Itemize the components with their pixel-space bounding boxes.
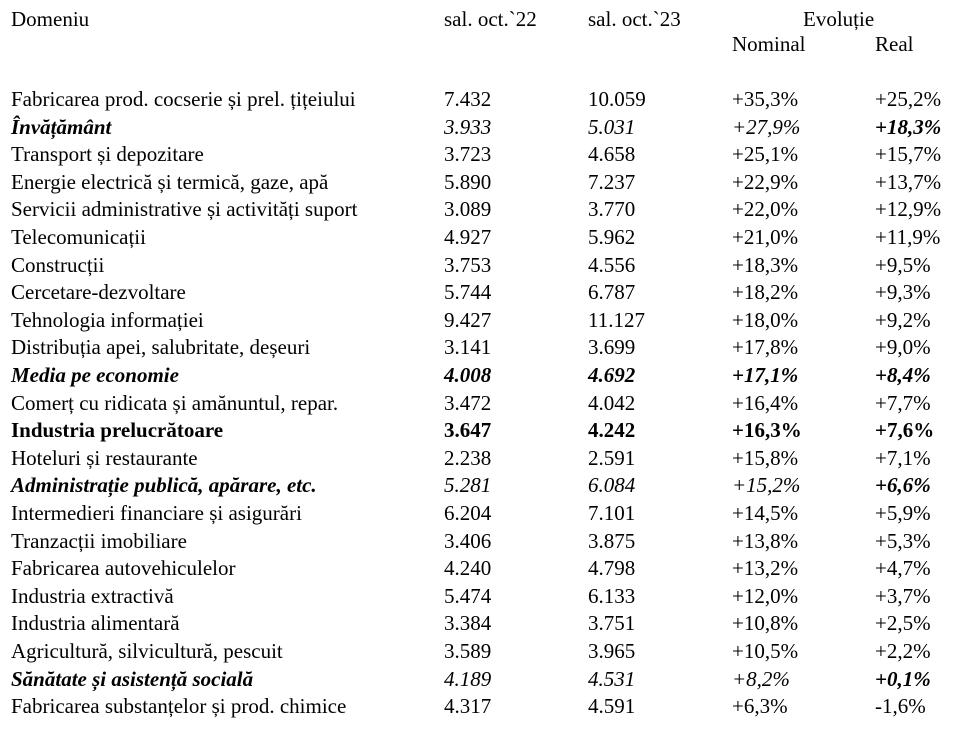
salary-2023-cell: 5.031 bbox=[588, 114, 636, 139]
salary-2022-cell: 3.141 bbox=[444, 335, 492, 360]
salary-2022-cell: 3.472 bbox=[444, 390, 492, 415]
salary-2023-cell: 3.875 bbox=[588, 528, 636, 553]
domain-cell: Cercetare-dezvoltare bbox=[11, 280, 186, 305]
salary-2023-cell: 3.699 bbox=[588, 335, 636, 360]
salary-2023-cell: 6.787 bbox=[588, 280, 636, 305]
real-cell: +7,7% bbox=[875, 390, 931, 415]
salary-2022-cell: 4.008 bbox=[444, 363, 492, 387]
salary-2023-cell: 3.751 bbox=[588, 611, 636, 636]
real-cell: +0,1% bbox=[875, 666, 931, 691]
table-row bbox=[0, 86, 969, 114]
domain-cell: Distribuția apei, salubritate, deșeuri bbox=[11, 335, 311, 360]
salary-2022-cell: 4.189 bbox=[444, 666, 492, 691]
table-row bbox=[0, 362, 969, 390]
table-row bbox=[0, 141, 969, 169]
real-cell: +18,3% bbox=[875, 114, 942, 139]
real-cell: +9,3% bbox=[875, 280, 931, 305]
domain-cell: Fabricarea prod. cocserie și prel. țițeiului bbox=[11, 87, 356, 111]
nominal-cell: +10,5% bbox=[732, 639, 799, 663]
header-domain: Domeniu bbox=[11, 7, 90, 31]
table-row bbox=[0, 169, 969, 197]
nominal-cell: +17,1% bbox=[732, 363, 799, 387]
domain-cell: Media pe economie bbox=[11, 363, 179, 387]
domain-cell: Intermedieri financiare și asigurări bbox=[11, 501, 302, 525]
real-cell: +15,7% bbox=[875, 142, 942, 167]
nominal-cell: +14,5% bbox=[732, 501, 799, 525]
salary-2022-cell: 3.384 bbox=[444, 611, 492, 636]
nominal-cell: +18,2% bbox=[732, 280, 799, 305]
salary-2022-cell: 5.474 bbox=[444, 583, 492, 608]
salary-2022-cell: 3.089 bbox=[444, 197, 492, 222]
domain-cell: Învățământ bbox=[11, 114, 112, 139]
salary-2022-cell: 3.647 bbox=[444, 418, 492, 443]
domain-cell: Agricultură, silvicultură, pescuit bbox=[11, 639, 283, 663]
domain-cell: Industria prelucrătoare bbox=[11, 418, 224, 443]
salary-2023-cell: 7.101 bbox=[588, 501, 636, 525]
header-sal-oct-22: sal. oct.`22 bbox=[444, 7, 537, 31]
nominal-cell: +21,0% bbox=[732, 225, 799, 249]
salary-2023-cell: 4.531 bbox=[588, 666, 636, 691]
salary-2022-cell: 5.890 bbox=[444, 169, 492, 194]
table-row bbox=[0, 114, 969, 142]
table-row bbox=[0, 307, 969, 335]
salary-2022-cell: 5.744 bbox=[444, 280, 492, 305]
domain-cell: Fabricarea autovehiculelor bbox=[11, 556, 236, 581]
salary-2023-cell: 4.692 bbox=[588, 363, 636, 387]
real-cell: +3,7% bbox=[875, 583, 931, 608]
nominal-cell: +12,0% bbox=[732, 583, 799, 608]
salary-2023-cell: 3.965 bbox=[588, 639, 636, 663]
nominal-cell: +18,3% bbox=[732, 252, 799, 277]
salary-2022-cell: 3.589 bbox=[444, 639, 492, 663]
domain-cell: Hoteluri și restaurante bbox=[11, 445, 198, 470]
real-cell: +4,7% bbox=[875, 556, 931, 581]
nominal-cell: +22,0% bbox=[732, 197, 799, 222]
salary-2023-cell: 4.798 bbox=[588, 556, 636, 581]
table-row bbox=[0, 500, 969, 528]
table-row bbox=[0, 334, 969, 362]
real-cell: +2,5% bbox=[875, 611, 931, 636]
nominal-cell: +10,8% bbox=[732, 611, 799, 636]
salary-2023-cell: 11.127 bbox=[588, 307, 645, 332]
table-row bbox=[0, 224, 969, 252]
domain-cell: Transport și depozitare bbox=[11, 142, 204, 167]
nominal-cell: +13,2% bbox=[732, 556, 799, 581]
domain-cell: Construcții bbox=[11, 252, 105, 277]
domain-cell: Energie electrică și termică, gaze, apă bbox=[11, 169, 329, 194]
real-cell: +8,4% bbox=[875, 363, 931, 387]
real-cell: +7,6% bbox=[875, 418, 935, 443]
nominal-cell: +25,1% bbox=[732, 142, 799, 167]
real-cell: +9,5% bbox=[875, 252, 931, 277]
real-cell: +25,2% bbox=[875, 87, 942, 111]
salary-2022-cell: 3.753 bbox=[444, 252, 492, 277]
nominal-cell: +8,2% bbox=[732, 666, 790, 691]
domain-cell: Sănătate și asistență socială bbox=[11, 666, 254, 691]
nominal-cell: +18,0% bbox=[732, 307, 799, 332]
salary-2022-cell: 9.427 bbox=[444, 307, 492, 332]
salary-2023-cell: 3.770 bbox=[588, 197, 636, 222]
real-cell: +5,9% bbox=[875, 501, 931, 525]
table-row bbox=[0, 693, 969, 721]
table-row bbox=[0, 445, 969, 473]
domain-cell: Industria extractivă bbox=[11, 583, 174, 608]
real-cell: +9,2% bbox=[875, 307, 931, 332]
real-cell: +11,9% bbox=[875, 225, 941, 249]
nominal-cell: +17,8% bbox=[732, 335, 799, 360]
table-row bbox=[0, 583, 969, 611]
real-cell: +12,9% bbox=[875, 197, 942, 222]
salary-2023-cell: 6.084 bbox=[588, 473, 636, 498]
salary-2022-cell: 3.723 bbox=[444, 142, 492, 167]
nominal-cell: +13,8% bbox=[732, 528, 799, 553]
salary-2022-cell: 6.204 bbox=[444, 501, 492, 525]
salary-2023-cell: 6.133 bbox=[588, 583, 636, 608]
real-cell: +7,1% bbox=[875, 445, 931, 470]
salary-2023-cell: 4.591 bbox=[588, 694, 636, 719]
table-row bbox=[0, 417, 969, 445]
salary-2023-cell: 4.556 bbox=[588, 252, 636, 277]
salary-2023-cell: 4.242 bbox=[588, 418, 636, 443]
nominal-cell: +35,3% bbox=[732, 87, 799, 111]
real-cell: +2,2% bbox=[875, 639, 931, 663]
header-sal-oct-23: sal. oct.`23 bbox=[588, 7, 681, 31]
domain-cell: Fabricarea substanțelor și prod. chimice bbox=[11, 694, 347, 719]
header-real: Real bbox=[875, 32, 914, 56]
table-row bbox=[0, 638, 969, 666]
domain-cell: Tehnologia informației bbox=[11, 307, 204, 332]
nominal-cell: +6,3% bbox=[732, 694, 788, 719]
salary-2022-cell: 2.238 bbox=[444, 445, 492, 470]
domain-cell: Comerț cu ridicata și amănuntul, repar. bbox=[11, 390, 339, 415]
real-cell: +13,7% bbox=[875, 169, 942, 194]
table-row bbox=[0, 390, 969, 418]
nominal-cell: +22,9% bbox=[732, 169, 799, 194]
salary-2022-cell: 4.240 bbox=[444, 556, 492, 581]
salary-2023-cell: 4.658 bbox=[588, 142, 636, 167]
salary-2022-cell: 5.281 bbox=[444, 473, 492, 498]
domain-cell: Servicii administrative și activități suport bbox=[11, 197, 358, 222]
salary-2023-cell: 10.059 bbox=[588, 87, 646, 111]
domain-cell: Industria alimentară bbox=[11, 611, 180, 636]
header-evolution: Evoluție bbox=[803, 7, 875, 31]
salary-2022-cell: 3.933 bbox=[444, 114, 492, 139]
nominal-cell: +16,4% bbox=[732, 390, 799, 415]
salary-2022-cell: 7.432 bbox=[444, 87, 492, 111]
nominal-cell: +15,8% bbox=[732, 445, 799, 470]
nominal-cell: +27,9% bbox=[732, 114, 801, 139]
real-cell: -1,6% bbox=[875, 694, 926, 719]
table-row bbox=[0, 472, 969, 500]
table-row bbox=[0, 666, 969, 694]
table-row bbox=[0, 610, 969, 638]
real-cell: +6,6% bbox=[875, 473, 931, 498]
salary-2023-cell: 5.962 bbox=[588, 225, 636, 249]
nominal-cell: +15,2% bbox=[732, 473, 801, 498]
salary-2023-cell: 7.237 bbox=[588, 169, 636, 194]
real-cell: +5,3% bbox=[875, 528, 931, 553]
table-row bbox=[0, 555, 969, 583]
salary-2022-cell: 4.927 bbox=[444, 225, 492, 249]
salary-2023-cell: 2.591 bbox=[588, 445, 636, 470]
domain-cell: Telecomunicații bbox=[11, 225, 146, 249]
header-nominal: Nominal bbox=[732, 32, 806, 56]
domain-cell: Tranzacții imobiliare bbox=[11, 528, 187, 553]
salary-2023-cell: 4.042 bbox=[588, 390, 636, 415]
table-row bbox=[0, 279, 969, 307]
real-cell: +9,0% bbox=[875, 335, 931, 360]
table-row bbox=[0, 528, 969, 556]
table-row bbox=[0, 252, 969, 280]
table-row bbox=[0, 196, 969, 224]
domain-cell: Administrație publică, apărare, etc. bbox=[11, 473, 317, 498]
nominal-cell: +16,3% bbox=[732, 418, 802, 443]
salary-2022-cell: 3.406 bbox=[444, 528, 492, 553]
salary-2022-cell: 4.317 bbox=[444, 694, 492, 719]
